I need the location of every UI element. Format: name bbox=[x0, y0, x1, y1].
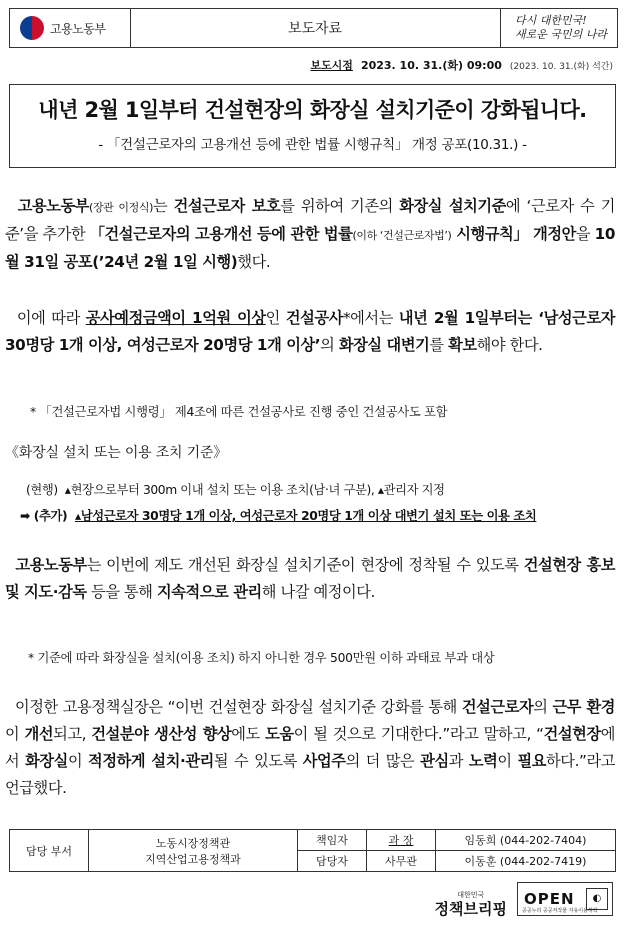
p4-emph: 필요 bbox=[517, 752, 547, 770]
p1-text: 는 bbox=[152, 197, 174, 215]
embargo-datetime: 2023. 10. 31.(화) 09:00 bbox=[360, 59, 502, 72]
p2-text: *에서는 bbox=[342, 309, 399, 327]
embargo-note: (2023. 10. 31.(화) 석간) bbox=[509, 62, 613, 72]
p4-text: 에도 bbox=[231, 725, 266, 743]
p4-emph: 도움 bbox=[265, 725, 294, 743]
arrow-icon: ➡ bbox=[20, 509, 30, 523]
license-badge-icon: ◐ bbox=[586, 888, 608, 910]
p1-minister: (장관 이정식) bbox=[89, 201, 153, 214]
header-bar bbox=[9, 8, 618, 48]
person-1: 임동희 (044-202-7404) bbox=[436, 830, 616, 851]
p4-emph: 적정하게 설치·관리 bbox=[88, 752, 214, 770]
title-box bbox=[9, 84, 616, 168]
p1-emph: 건설근로자 보호 bbox=[173, 197, 281, 215]
role-2: 담당자 bbox=[298, 851, 367, 872]
p2-emph: 건설공사 bbox=[285, 309, 343, 327]
criteria-current bbox=[26, 480, 445, 498]
p1-text: 에 ‘근로자 수 기준’을 추가한 bbox=[5, 197, 615, 243]
p1-emph: 시행규칙」 개정안 bbox=[451, 225, 576, 243]
dept-label: 담당 부서 bbox=[10, 830, 89, 872]
added-label: (추가) bbox=[33, 509, 68, 523]
p2-text: 를 bbox=[429, 336, 449, 354]
ministry-logo bbox=[10, 9, 131, 47]
paragraph-2 bbox=[5, 305, 615, 359]
brief-small: 대한민국 bbox=[457, 891, 485, 899]
p4-text: 하다.”라고 언급했다. bbox=[5, 752, 616, 797]
contact-table bbox=[9, 829, 616, 872]
p2-text: 인 bbox=[265, 309, 286, 327]
p4-text: 이 될 것으로 기대한다.”라고 말하고, “ bbox=[293, 725, 544, 743]
page-title: 내년 2월 1일부터 건설현장의 화장실 설치기준이 강화됩니다. bbox=[38, 98, 587, 122]
p4-emph: 사업주 bbox=[302, 752, 346, 770]
p4-text: 이 bbox=[497, 752, 518, 770]
dept-name-1: 노동시장정책관 bbox=[155, 836, 231, 850]
p3-ministry: 고용노동부 bbox=[15, 556, 87, 574]
p1-ministry: 고용노동부 bbox=[17, 197, 90, 215]
p4-emph: 화장실 bbox=[25, 752, 68, 770]
added-text: ▴남성근로자 30명당 1개 이상, 여성근로자 20명당 1개 이상 대변기 설치 또는 이용 조치 bbox=[74, 509, 537, 523]
p4-emph: 건설근로자 bbox=[461, 698, 534, 716]
dept-name-2: 지역산업고용정책과 bbox=[145, 852, 241, 866]
open-sub: 공공누리 공공저작물 자유이용허락 bbox=[522, 908, 598, 914]
slogan bbox=[500, 9, 617, 47]
brief-label: 정책브리핑 bbox=[434, 900, 507, 918]
p4-emph: 건설현장 bbox=[543, 725, 601, 743]
footer-logos bbox=[435, 882, 613, 916]
p4-text: 이 bbox=[5, 725, 25, 743]
p2-emph: 확보 bbox=[448, 336, 477, 354]
p3-emph: 건설현장 홍보 및 지도·감독 bbox=[5, 556, 615, 601]
open-license-logo bbox=[517, 882, 613, 916]
note-2: * 기준에 따라 화장실을 설치(이용 조치) 하지 아니한 경우 500만원 이하 과태료 부과 대상 bbox=[28, 651, 495, 665]
table-row bbox=[10, 830, 616, 851]
open-label: OPEN bbox=[524, 890, 575, 908]
p3-emph: 지속적으로 관리 bbox=[157, 583, 262, 601]
current-text: ▴현장으로부터 300m 이내 설치 또는 이용 조치(남‧녀 구분), ▴관리자 지정 bbox=[64, 483, 445, 497]
criteria-added bbox=[20, 506, 536, 524]
p1-abbrev: (이하 ‘건설근로자법’) bbox=[352, 229, 452, 242]
ministry-name: 고용노동부 bbox=[50, 21, 106, 36]
p4-text: 이 bbox=[67, 752, 89, 770]
p3-text: 해 나갈 예정이다. bbox=[261, 583, 375, 601]
embargo-line bbox=[310, 57, 613, 73]
ministry-emblem-icon bbox=[20, 16, 44, 40]
p1-text: 를 위하여 기존의 bbox=[280, 197, 400, 215]
p2-text: 의 bbox=[320, 336, 339, 354]
p2-emph: 내년 2월 1일부터는 ‘남성근로자 30명당 1개 이상, 여성근로자 20명당 1개 이상’ bbox=[5, 309, 615, 354]
p4-text: 될 수 있도록 bbox=[213, 752, 303, 770]
slogan-line-1: 다시 대한민국! bbox=[515, 14, 587, 27]
p4-text: 의 더 많은 bbox=[345, 752, 421, 770]
p4-emph: 관심 bbox=[420, 752, 449, 770]
title-1: 과 장 bbox=[367, 830, 436, 851]
p1-text: 을 bbox=[575, 225, 595, 243]
p2-text: 해야 한다. bbox=[476, 336, 543, 354]
person-2: 이동훈 (044-202-7419) bbox=[436, 851, 616, 872]
p4-emph: 건설분야 생산성 향상 bbox=[91, 725, 232, 743]
p2-text: 이에 따라 bbox=[16, 309, 86, 327]
p4-text: 의 bbox=[533, 698, 553, 716]
p1-emph: 10월 31일 공포 bbox=[5, 225, 615, 271]
p4-emph: 개선 bbox=[24, 725, 54, 743]
p2-emph: 공사예정금액이 1억원 이상 bbox=[85, 309, 266, 327]
p4-text: 과 bbox=[448, 752, 469, 770]
p2-emph: 화장실 대변기 bbox=[338, 336, 430, 354]
embargo-label: 보도시점 bbox=[310, 59, 353, 72]
note-1: * 「건설근로자법 시행령」 제4조에 따른 건설공사로 진행 중인 건설공사도 포함 bbox=[30, 405, 448, 419]
p3-text: 등을 통해 bbox=[86, 583, 157, 601]
dept-cell bbox=[89, 830, 298, 872]
p4-emph: 노력 bbox=[468, 752, 498, 770]
paragraph-4 bbox=[5, 694, 615, 802]
paragraph-3 bbox=[5, 552, 615, 606]
page-subtitle: - 「건설근로자의 고용개선 등에 관한 법률 시행규칙」 개정 공포(10.31.) - bbox=[98, 137, 527, 153]
p1-law-name: 「건설근로자의 고용개선 등에 관한 법률 bbox=[89, 225, 353, 243]
paragraph-1 bbox=[5, 193, 615, 276]
p4-emph: 근무 환경 bbox=[552, 698, 615, 716]
section-title: 《화장실 설치 또는 이용 조치 기준》 bbox=[5, 445, 228, 461]
policy-briefing-logo bbox=[435, 888, 507, 916]
title-2: 사무관 bbox=[367, 851, 436, 872]
p4-text: 이정한 고용정책실장은 “이번 건설현장 화장실 설치기준 강화를 통해 bbox=[14, 698, 462, 716]
p3-text: 는 이번에 제도 개선된 화장실 설치기준이 현장에 정착될 수 있도록 bbox=[86, 556, 524, 574]
doc-type: 보도자료 bbox=[287, 21, 343, 37]
p4-text: 에서 bbox=[5, 725, 615, 770]
current-label: (현행) bbox=[26, 483, 58, 497]
p1-emph: 화장실 설치기준 bbox=[399, 197, 506, 215]
p1-effective: (’24년 2월 1일 시행) bbox=[92, 253, 238, 271]
slogan-line-2: 새로운 국민의 나라 bbox=[515, 28, 608, 41]
p4-text: 되고, bbox=[53, 725, 92, 743]
role-1: 책임자 bbox=[298, 830, 367, 851]
p1-text: 했다. bbox=[237, 253, 271, 271]
